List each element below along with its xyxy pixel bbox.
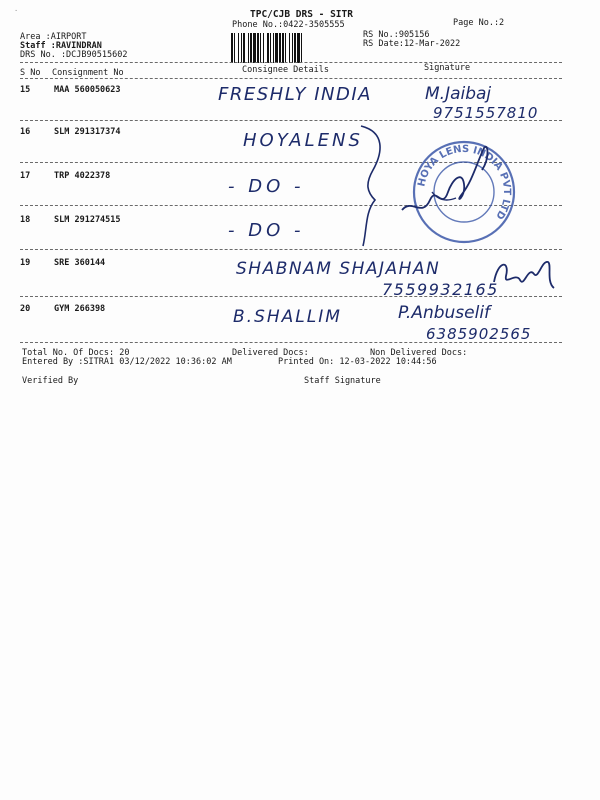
- row-sno: 16: [20, 127, 31, 137]
- column-header-consignee: Consignee Details: [242, 65, 329, 75]
- row-sno: 19: [20, 258, 31, 268]
- signature-scrawl-row19: [488, 252, 558, 296]
- phone-number: Phone No.:0422-3505555: [232, 20, 345, 30]
- delivered-docs: Delivered Docs:: [232, 348, 309, 358]
- column-header-sno: S No: [20, 68, 41, 78]
- row-consignee: B.SHALLIM: [233, 307, 342, 327]
- stamp-text: HOYA LENS INDIA PVT LTD: [416, 143, 513, 222]
- bracket-mark: [355, 122, 395, 250]
- row-signature: M.Jaibaj: [425, 84, 492, 104]
- divider: [20, 62, 562, 63]
- divider: [20, 78, 562, 79]
- rs-number: RS No.:905156: [363, 30, 430, 40]
- row-consignment: SRE 360144: [54, 258, 106, 268]
- row-consignment: TRP 4022378: [54, 171, 111, 181]
- row-sno: 15: [20, 85, 31, 95]
- column-header-signature: Signature: [424, 63, 471, 73]
- page-number: Page No.:2: [453, 18, 505, 28]
- document-title: TPC/CJB DRS - SITR: [250, 9, 353, 20]
- verified-by: Verified By: [22, 376, 79, 386]
- drs-number: DRS No. :DCJB90515602: [20, 50, 128, 60]
- barcode: [230, 33, 358, 63]
- row-consignee: FRESHLY INDIA: [218, 84, 372, 105]
- row-sno: 17: [20, 171, 31, 181]
- scan-speck: ·: [14, 7, 19, 15]
- row-consignee: - DO -: [228, 176, 305, 197]
- row-consignee: HOYALENS: [243, 130, 363, 151]
- signature-scrawl: [392, 140, 502, 230]
- total-docs: Total No. Of Docs: 20: [22, 348, 130, 358]
- row-divider: [20, 296, 562, 297]
- entered-by: Entered By :SITRA1 03/12/2022 10:36:02 AM: [22, 357, 232, 367]
- row-consignment: SLM 291274515: [54, 215, 121, 225]
- row-divider: [20, 342, 562, 343]
- row-phone: 6385902565: [426, 325, 532, 343]
- row-consignee: SHABNAM SHAJAHAN: [236, 259, 441, 279]
- row-phone: 7559932165: [382, 280, 499, 299]
- row-sno: 20: [20, 304, 31, 314]
- row-consignee: - DO -: [228, 220, 305, 241]
- staff-label: Staff :RAVINDRAN: [20, 41, 102, 51]
- printed-on: Printed On: 12-03-2022 10:44:56: [278, 357, 437, 367]
- row-divider: [20, 120, 562, 121]
- row-sno: 18: [20, 215, 31, 225]
- row-consignment: MAA 560050623: [54, 85, 121, 95]
- rs-date: RS Date:12-Mar-2022: [363, 39, 461, 49]
- staff-signature: Staff Signature: [304, 376, 381, 386]
- row-signature: P.Anbuselif: [398, 303, 491, 323]
- row-phone: 9751557810: [433, 104, 539, 122]
- non-delivered-docs: Non Delivered Docs:: [370, 348, 468, 358]
- column-header-consignment: Consignment No: [52, 68, 124, 78]
- row-divider: [20, 249, 562, 250]
- row-consignment: GYM 266398: [54, 304, 106, 314]
- area-label: Area :AIRPORT: [20, 32, 87, 42]
- row-consignment: SLM 291317374: [54, 127, 121, 137]
